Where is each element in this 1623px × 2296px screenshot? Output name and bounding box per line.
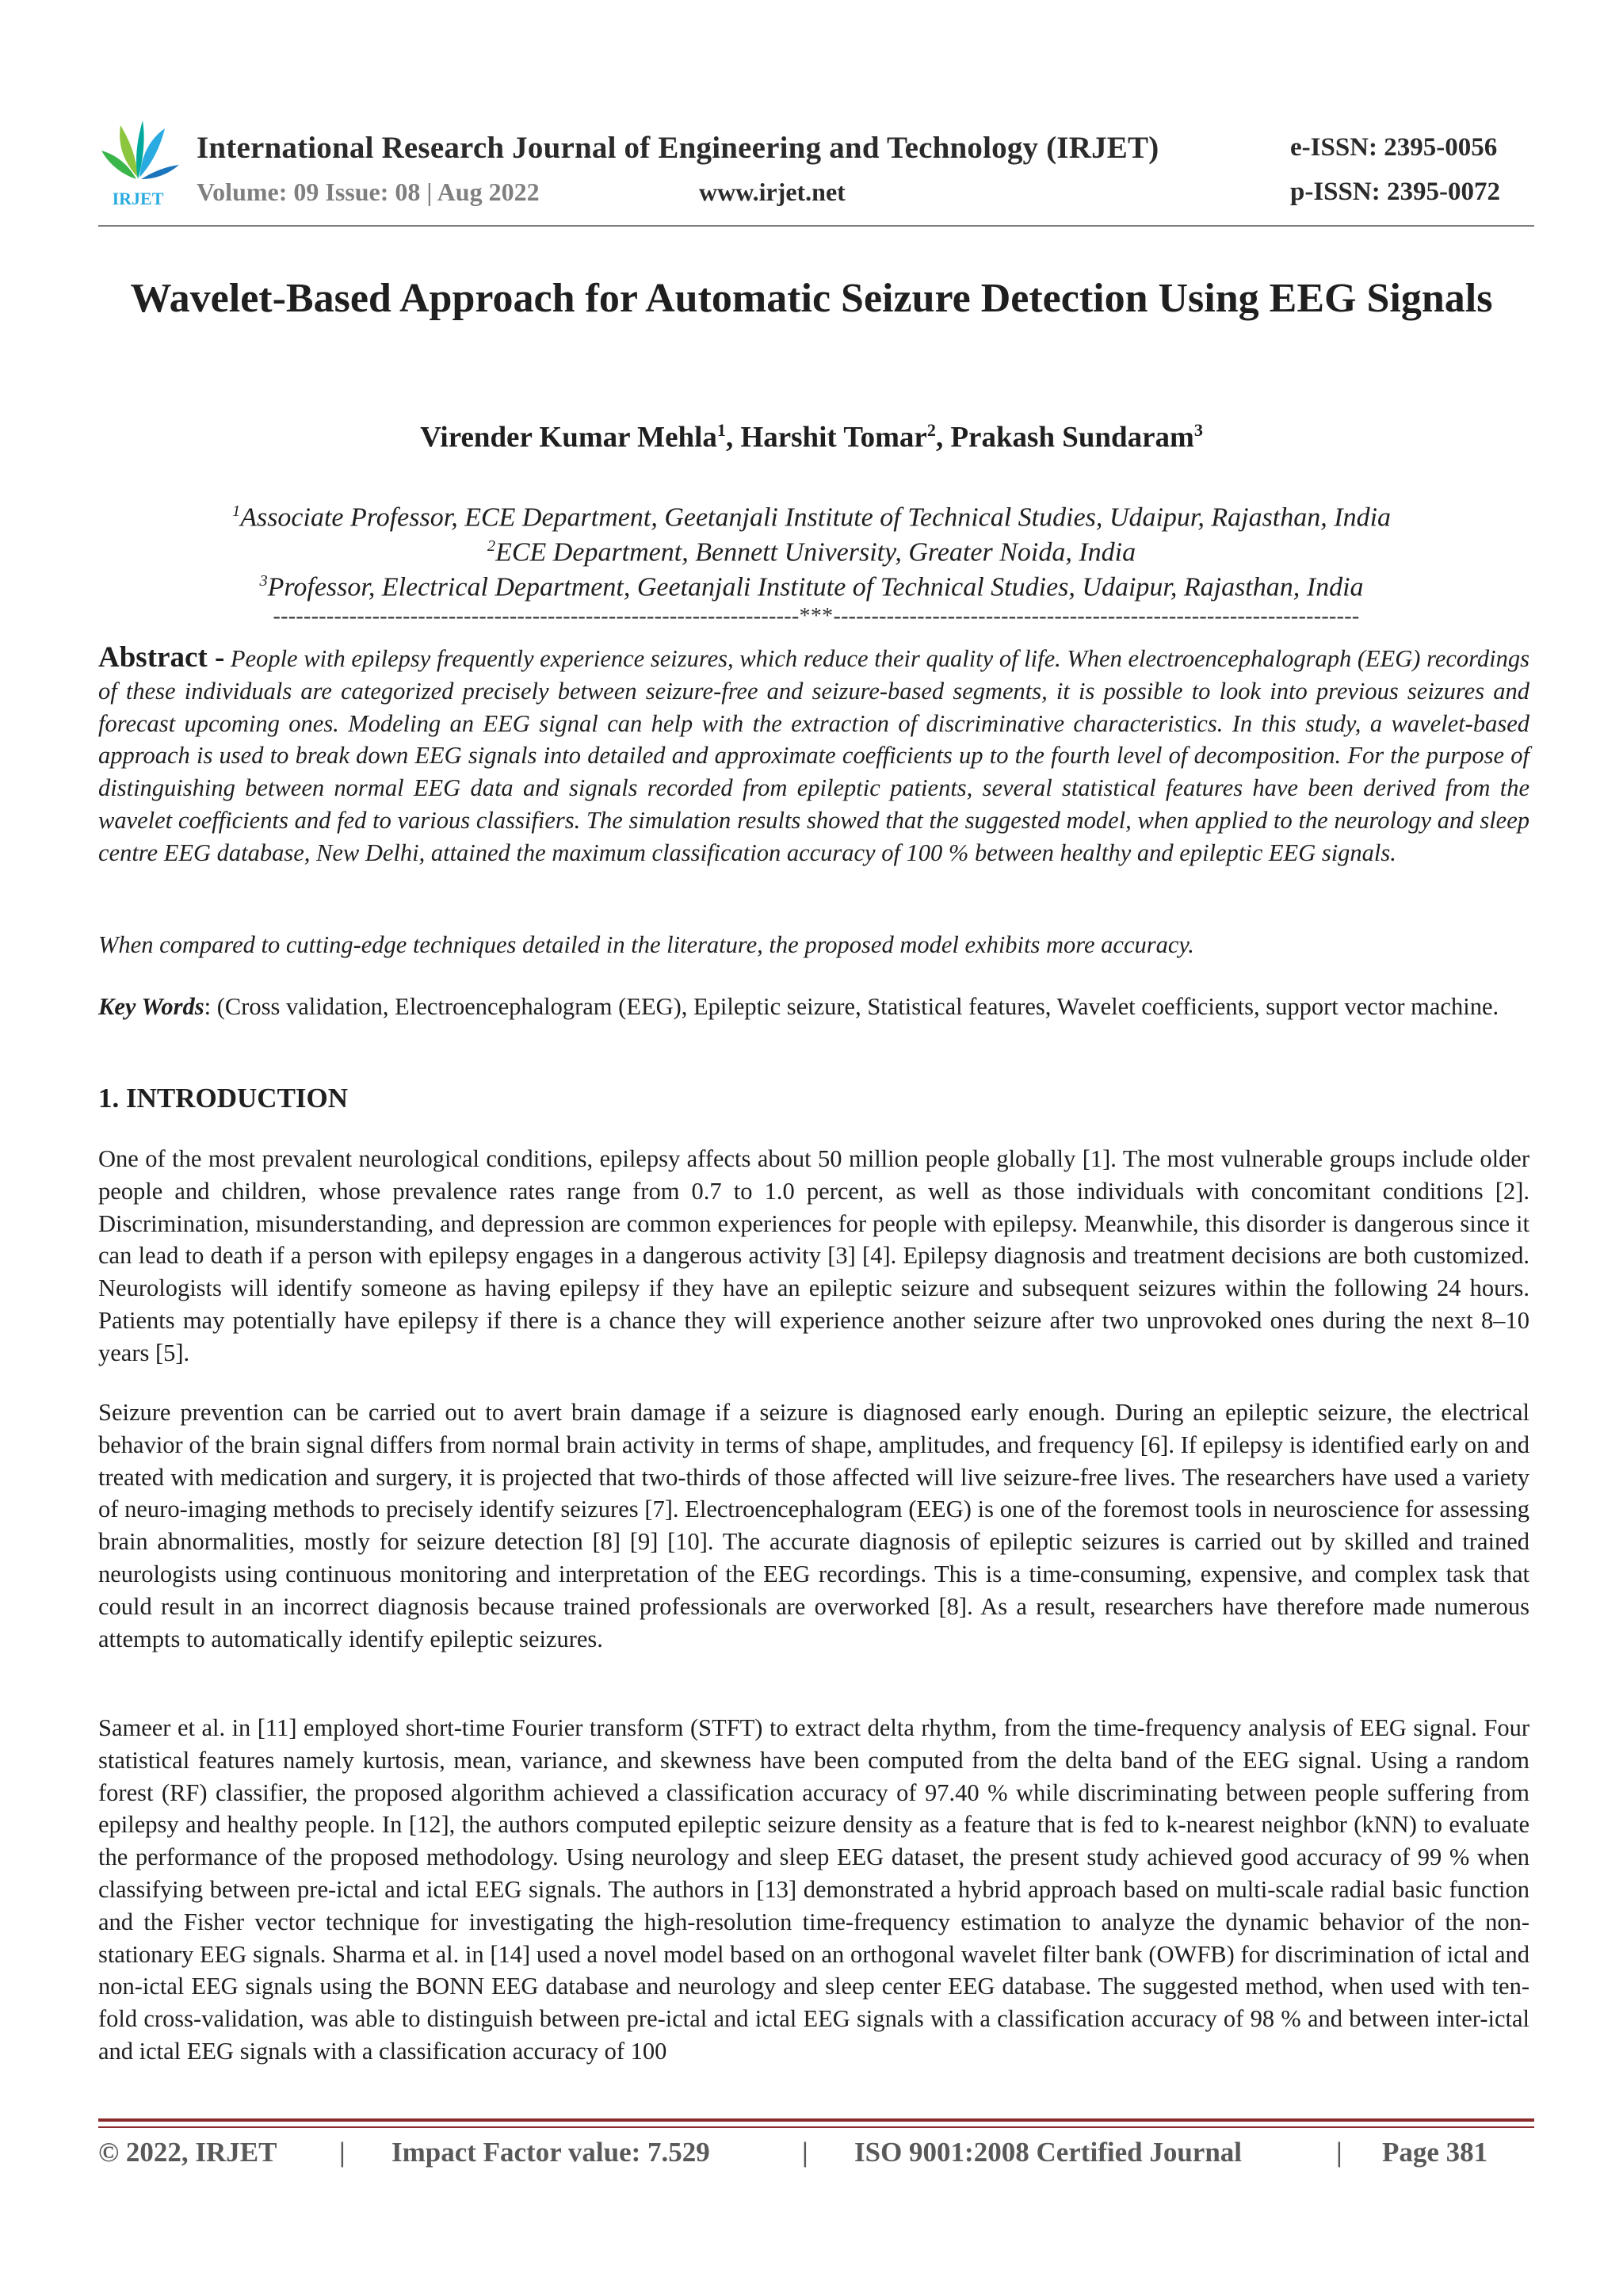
affiliation [98,572,1525,602]
abstract-text: People with epilepsy frequently experience seizures, which reduce their quality of life. When electroencephalograph (EEG) recordings of these individuals are categorized precisely between seizure-free and seizure-based segments, it is possible to look into previous seizures and forecast upcoming ones. Modeling an EEG signal can help with the extraction of discriminative characteristics. In this study, a wavelet-based approach is used to break down EEG signals into detailed and approximate coefficients up to the fourth level of decomposition. For the purpose of distinguishing between normal EEG data and signals recorded from epileptic patients, several statistical features have been derived from the wavelet coefficients and fed to various classifiers. The simulation results showed that the suggested model, when applied to the neurology and sleep centre EEG database, New Delhi, attained the maximum classification accuracy of 100 % between healthy and epileptic EEG signals. [98,645,1529,866]
body-paragraph: Sameer et al. in [11] employed short-time Fourier transform (STFT) to extract delta rhythm, from the time-frequency analysis of EEG signal. Four statistical features namely kurtosis, mean, variance, and skewness have been computed from the delta band of the EEG signal. Using a random forest (RF) classifier, the proposed algorithm achieved a classification accuracy of 97.40 % while discriminating between people suffering from epilepsy and healthy people. In [12], the authors computed epileptic seizure density as a feature that is fed to k-nearest neighbor (kNN) to evaluate the performance of the proposed methodology. Using neurology and sleep EEG dataset, the present study achieved good accuracy of 99 % when classifying between pre-ictal and ictal EEG signals. The authors in [13] demonstrated a hybrid approach based on multi-scale radial basic function and the Fisher vector technique for investigating the high-resolution time-frequency estimation to analyze the dynamic behavior of the non-stationary EEG signals. Sharma et al. in [14] used a novel model based on an orthogonal wavelet filter bank (OWFB) for discrimination of ictal and non-ictal EEG signals using the BONN EEG database and neurology and sleep center EEG database. The suggested method, when used with ten-fold cross-validation, was able to distinguish between pre-ictal and ictal EEG signals with a classification accuracy of 98 % and between inter-ictal and ictal EEG signals with a classification accuracy of 100 [98,1714,1529,2065]
affiliation [98,537,1525,567]
footer-rule [98,2126,1534,2128]
irjet-logo [94,116,182,209]
affiliation [98,502,1525,533]
paper-title: Wavelet-Based Approach for Automatic Seizure Detection Using EEG Signals [130,276,1493,321]
footer-rule [98,2118,1534,2122]
footer-iso: ISO 9001:2008 Certified Journal [854,2137,1243,2168]
website-link[interactable]: www.irjet.net [699,178,846,206]
affiliation-sup: 3 [259,572,268,590]
journal-title: International Research Journal of Engineering and Technology (IRJET) [197,131,1159,165]
e-issn: e-ISSN: 2395-0056 [1290,133,1498,162]
author-name: Harshit Tomar [740,421,927,454]
page-number: Page 381 [1382,2137,1488,2168]
author-name: Prakash Sundaram [950,421,1194,454]
author-name: Virender Kumar Mehla [420,421,717,454]
footer-separator: | [339,2137,346,2168]
keywords [98,991,1529,1023]
author-sup: 2 [926,420,936,440]
body-paragraph: One of the most prevalent neurological conditions, epilepsy affects about 50 million people globally [1]. The most vulnerable groups include older people and children, whose prevalence rates range from 0.7 to 1.0 percent, as well as those individuals with concomitant conditions [2]. Discrimination, misunderstanding, and depression are common experiences for people with epilepsy. Meanwhile, this disorder is dangerous since it can lead to death if a person with epilepsy engages in a dangerous activity [3] [4]. Epilepsy diagnosis and treatment decisions are both customized. Neurologists will identify someone as having epilepsy if they have an epileptic seizure and subsequent seizures within the following 24 hours. Patients may potentially have epilepsy if there is a chance they will experience another seizure after two unprovoked ones during the next 8–10 years [5]. [98,1145,1529,1366]
p-issn: p-ISSN: 2395-0072 [1290,178,1500,206]
section-heading: 1. INTRODUCTION [98,1083,349,1114]
body-paragraph: Seizure prevention can be carried out to avert brain damage if a seizure is diagnosed early enough. During an epileptic seizure, the electrical behavior of the brain signal differs from normal brain activity in terms of shape, amplitudes, and frequency [6]. If epilepsy is identified early on and treated with medication and surgery, it is projected that two-thirds of those affected will live seizure-free lives. The researchers have used a variety of neuro-imaging methods to precisely identify seizures [7]. Electroencephalogram (EEG) is one of the foremost tools in neuroscience for assessing brain abnormalities, mostly for seizure detection [8] [9] [10]. The accurate diagnosis of epileptic seizures is carried out by skilled and trained neurologists using continuous monitoring and interpretation of the EEG recordings. This is a time-consuming, expensive, and complex task that could result in an incorrect diagnosis because trained professionals are overworked [8]. As a result, researchers have therefore made numerous attempts to automatically identify epileptic seizures. [98,1399,1530,1652]
author-sup: 3 [1193,420,1203,440]
affiliation-sup: 2 [487,537,496,555]
footer-copyright: © 2022, IRJET [98,2137,277,2168]
abstract-label: Abstract - [98,641,225,674]
author-sup: 1 [716,420,726,440]
header-divider [98,225,1534,227]
keywords-text: : (Cross validation, Electroencephalogram (EEG), Epileptic seizure, Statistical features, Wavelet coefficients, support vector machine. [204,993,1499,1020]
affiliation-text: Associate Professor, ECE Department, Geetanjali Institute of Technical Studies, Udaipur, Rajasthan, India [240,502,1392,533]
author-list: Virender Kumar Mehla$^1$, Harshit Tomar$^2$, Prakash Sundaram$^3$ [420,420,1203,454]
logo-text: IRJET [112,189,164,208]
footer-separator: | [1336,2137,1342,2168]
abstract-conclusion: When compared to cutting-edge techniques detailed in the literature, the proposed model exhibits more accuracy. [98,931,1194,958]
footer-separator: | [802,2137,808,2168]
keywords-label: Key Words [98,993,204,1020]
footer-impact-factor: Impact Factor value: 7.529 [391,2137,710,2168]
logo-leaves [101,120,179,179]
affiliation-text: ECE Department, Bennett University, Greater Noida, India [495,537,1136,567]
affiliation-sup: 1 [231,502,241,520]
section-separator: ---------------------------------------------------------------------***--------------------------------------------------------------------- [273,604,1360,628]
affiliation-text: Professor, Electrical Department, Geetanjali Institute of Technical Studies, Udaipur, Rajasthan, India [267,572,1364,602]
abstract [98,642,1529,869]
volume-issue: Volume: 09 Issue: 08 | Aug 2022 [197,178,540,206]
